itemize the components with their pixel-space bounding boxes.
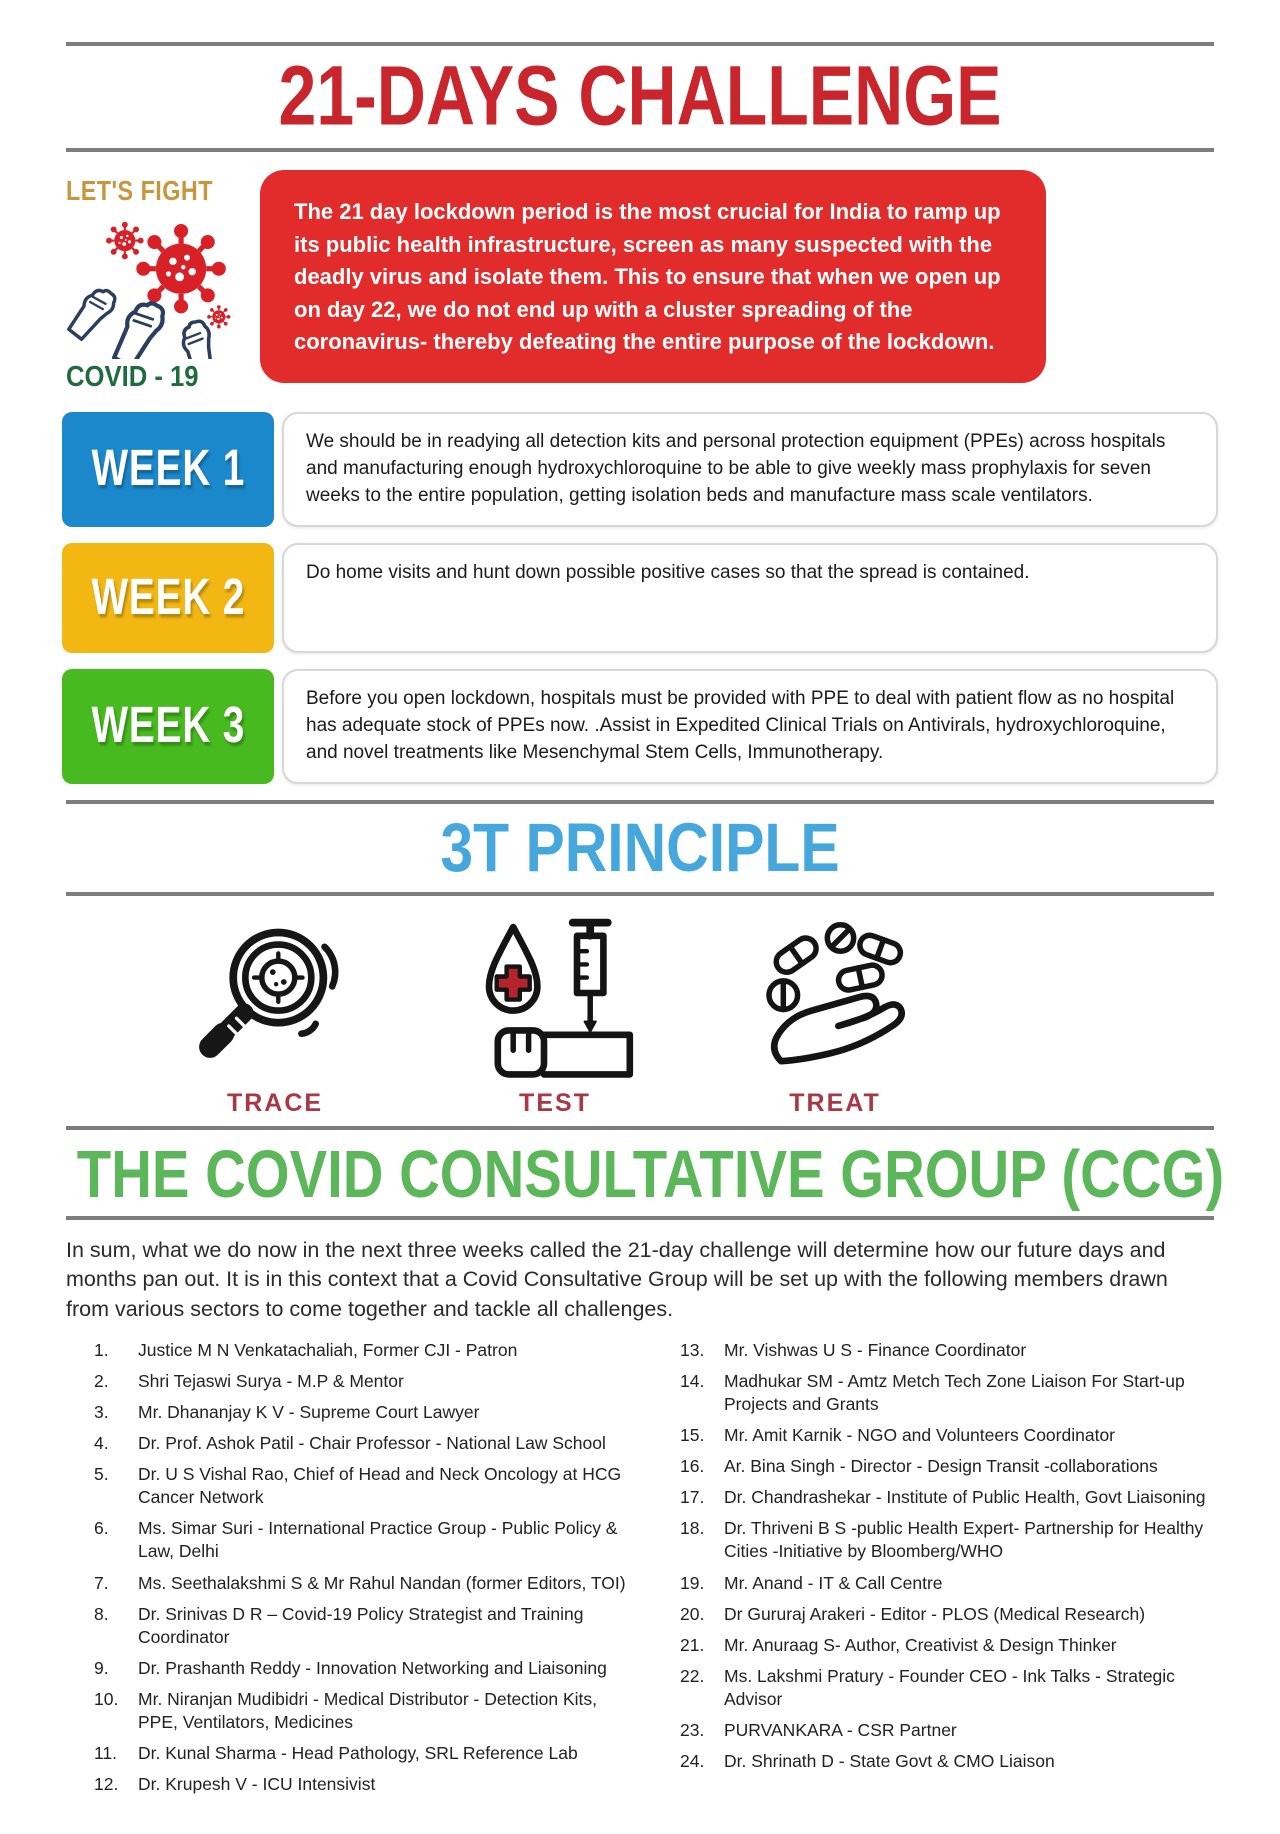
- member-text: Dr. U S Vishal Rao, Chief of Head and Neck Oncology at HCG Cancer Network: [138, 1464, 622, 1508]
- list-item: [94, 1401, 628, 1424]
- member-text: Ms. Simar Suri - International Practice Group - Public Policy & Law, Delhi: [138, 1518, 618, 1562]
- member-number: 6.: [94, 1518, 109, 1539]
- ccg-intro-paragraph: In sum, what we do now in the next three weeks called the 21-day challenge will determine how our future days and months pan out. It is in this context that a Covid Consultative Group will be set up with the following members drawn from various sectors to come together and tackle all challenges.: [66, 1237, 1168, 1322]
- member-number: 4.: [94, 1433, 109, 1454]
- list-item: [680, 1665, 1214, 1711]
- trace-item: [160, 916, 390, 1118]
- list-item: [94, 1773, 628, 1796]
- hand-pills-icon: [745, 916, 925, 1081]
- member-number: 18.: [680, 1518, 705, 1539]
- member-text: Mr. Dhananjay K V - Supreme Court Lawyer: [138, 1401, 480, 1422]
- list-item: [680, 1517, 1214, 1563]
- week-text: Do home visits and hunt down possible positive cases so that the spread is contained.: [306, 561, 1030, 583]
- member-text: Mr. Amit Karnik - NGO and Volunteers Coordinator: [724, 1425, 1115, 1446]
- member-text: Mr. Anand - IT & Call Centre: [724, 1572, 943, 1593]
- week-card: [282, 412, 1218, 527]
- list-item: [680, 1719, 1214, 1742]
- member-text: Ar. Bina Singh - Director - Design Transit -collaborations: [724, 1456, 1158, 1477]
- members-section: [66, 1339, 1214, 1805]
- member-text: Mr. Niranjan Mudibidri - Medical Distributor - Detection Kits, PPE, Ventilators, Medicines: [138, 1688, 598, 1732]
- member-text: Ms. Lakshmi Pratury - Founder CEO - Ink Talks - Strategic Advisor: [724, 1665, 1175, 1709]
- week-label: [62, 543, 274, 653]
- list-item: [94, 1339, 628, 1362]
- list-item: [680, 1572, 1214, 1595]
- list-item: [94, 1657, 628, 1680]
- member-number: 12.: [94, 1774, 119, 1795]
- member-number: 17.: [680, 1487, 705, 1508]
- member-number: 14.: [680, 1370, 705, 1391]
- week-card: [282, 543, 1218, 653]
- member-number: 9.: [94, 1657, 109, 1678]
- list-item: [94, 1432, 628, 1455]
- member-text: PURVANKARA - CSR Partner: [724, 1720, 957, 1740]
- week-label-text: WEEK 3: [91, 697, 245, 754]
- member-text: Dr. Srinivas D R – Covid-19 Policy Strategist and Training Coordinator: [138, 1603, 584, 1647]
- list-item: [680, 1486, 1214, 1509]
- fight-column: [66, 170, 238, 392]
- list-item: [94, 1572, 628, 1595]
- member-number: 13.: [680, 1339, 705, 1360]
- treat-item: [720, 916, 950, 1118]
- list-item: [94, 1742, 628, 1765]
- members-column-left: [66, 1339, 628, 1805]
- week-label-text: WEEK 2: [91, 569, 245, 626]
- member-text: Shri Tejaswi Surya - M.P & Mentor: [138, 1370, 404, 1391]
- test-item: [440, 916, 670, 1118]
- principle-heading: 3T PRINCIPLE: [440, 810, 840, 887]
- treat-label: TREAT: [789, 1088, 881, 1117]
- list-item: [94, 1603, 628, 1649]
- member-number: 11.: [94, 1743, 118, 1764]
- list-item: [94, 1688, 628, 1734]
- week-card: [282, 669, 1218, 784]
- divider: [66, 1216, 1214, 1220]
- week-row: [62, 543, 1218, 653]
- member-number: 5.: [94, 1464, 109, 1485]
- weeks-list: [62, 412, 1218, 784]
- member-text: Dr. Kunal Sharma - Head Pathology, SRL Reference Lab: [138, 1743, 578, 1764]
- divider: [66, 1126, 1214, 1130]
- divider: [66, 892, 1214, 896]
- blood-drop-syringe-icon: [465, 916, 645, 1081]
- week-text: We should be in readying all detection kits and personal protection equipment (PPEs) across hospitals and manufacturing enough hydroxychloroquine to be able to give weekly mass prophylaxis for seven weeks to the entire population, getting isolation beds and manufacture mass scale ventilators.: [306, 431, 1166, 506]
- list-item: [680, 1370, 1214, 1416]
- week-text: Before you open lockdown, hospitals must be provided with PPE to deal with patient flow as no hospital has adequate stock of PPEs now. .Assist in Expedited Clinical Trials on Antivirals, hydroxychloroquine, and novel treatments like Mesenchymal Stem Cells, Immunotherapy.: [306, 687, 1175, 763]
- divider: [66, 148, 1214, 152]
- member-number: 21.: [680, 1634, 705, 1655]
- week-row: [62, 412, 1218, 527]
- trace-label: TRACE: [226, 1088, 324, 1117]
- list-item: [680, 1455, 1214, 1478]
- member-text: Dr. Shrinath D - State Govt & CMO Liaison: [724, 1751, 1055, 1772]
- test-label: TEST: [519, 1088, 591, 1117]
- member-number: 22.: [680, 1665, 705, 1686]
- list-item: [680, 1603, 1214, 1626]
- member-number: 10.: [94, 1688, 119, 1709]
- member-number: 20.: [680, 1603, 705, 1624]
- list-item: [680, 1424, 1214, 1447]
- list-item: [680, 1750, 1214, 1773]
- list-item: [94, 1517, 628, 1563]
- week-row: [62, 669, 1218, 784]
- member-text: Mr. Vishwas U S - Finance Coordinator: [724, 1339, 1027, 1360]
- magnifier-virus-icon: [185, 916, 365, 1081]
- covid19-caption: COVID - 19: [66, 361, 199, 393]
- member-number: 2.: [94, 1370, 109, 1391]
- list-item: [94, 1370, 628, 1393]
- principle-items: [160, 916, 950, 1118]
- list-item: [94, 1463, 628, 1509]
- member-text: Dr. Prof. Ashok Patil - Chair Professor - National Law School: [138, 1433, 606, 1454]
- member-number: 8.: [94, 1603, 109, 1624]
- lockdown-banner: The 21 day lockdown period is the most crucial for India to ramp up its public health infrastructure, screen as many suspected with the deadly virus and isolate them. This to ensure that when we open up on day 22, we do not end up with a cluster spreading of the coronavirus- thereby defeating the entire purpose of the lockdown.: [260, 170, 1046, 383]
- member-text: Dr. Prashanth Reddy - Innovation Networking and Liaisoning: [138, 1657, 607, 1678]
- hero-section: [66, 170, 1214, 392]
- lets-fight-heading: LET'S FIGHT: [66, 174, 214, 207]
- page-title: 21-DAYS CHALLENGE: [278, 48, 1002, 143]
- member-number: 16.: [680, 1456, 705, 1477]
- week-label: [62, 412, 274, 527]
- member-number: 19.: [680, 1572, 705, 1593]
- member-text: Madhukar SM - Amtz Metch Tech Zone Liaison For Start-up Projects and Grants: [724, 1370, 1185, 1414]
- week-label-text: WEEK 1: [91, 440, 245, 498]
- member-text: Dr. Chandrashekar - Institute of Public Health, Govt Liaisoning: [724, 1487, 1206, 1508]
- list-item: [680, 1339, 1214, 1362]
- member-number: 15.: [680, 1425, 705, 1446]
- member-text: Dr Gururaj Arakeri - Editor - PLOS (Medical Research): [724, 1603, 1146, 1624]
- member-number: 24.: [680, 1751, 705, 1772]
- members-column-right: [652, 1339, 1214, 1805]
- member-text: Dr. Krupesh V - ICU Intensivist: [138, 1774, 376, 1795]
- member-text: Mr. Anuraag S- Author, Creativist & Design Thinker: [724, 1634, 1117, 1655]
- week-label: [62, 669, 274, 784]
- member-number: 23.: [680, 1720, 705, 1740]
- divider: [66, 42, 1214, 46]
- fists-virus-icon: [66, 211, 234, 359]
- member-text: Justice M N Venkatachaliah, Former CJI - Patron: [138, 1339, 518, 1360]
- divider: [66, 800, 1214, 804]
- member-text: Ms. Seethalakshmi S & Mr Rahul Nandan (former Editors, TOI): [138, 1572, 626, 1593]
- ccg-heading: THE COVID CONSULTATIVE GROUP (CCG): [76, 1136, 1225, 1212]
- member-number: 1.: [94, 1339, 109, 1360]
- member-number: 7.: [94, 1572, 109, 1593]
- member-number: 3.: [94, 1401, 109, 1422]
- list-item: [680, 1634, 1214, 1657]
- member-text: Dr. Thriveni B S -public Health Expert- Partnership for Healthy Cities -Initiative by Bloomberg/WHO: [724, 1518, 1204, 1562]
